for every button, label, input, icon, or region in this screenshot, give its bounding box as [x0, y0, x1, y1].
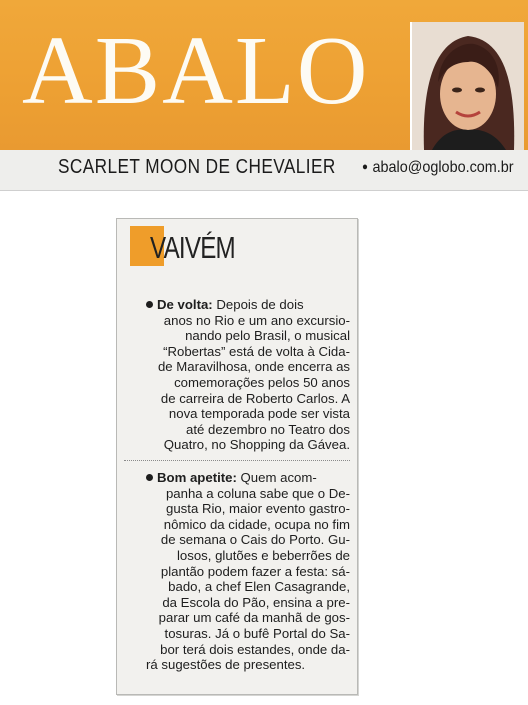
section-title-rest: AIVÉM: [163, 230, 235, 265]
author-email[interactable]: [362, 159, 514, 177]
bullet-icon: [146, 474, 153, 481]
item-line: tosuras. Já o bufê Portal do Sa-: [164, 625, 350, 641]
item-line: plantão podem fazer a festa: sá-: [160, 563, 350, 579]
item-line: até dezembro no Teatro dos: [186, 421, 350, 437]
item-lead: Bom apetite:: [157, 470, 237, 485]
author-email-text: abalo@oglobo.com.br: [372, 159, 514, 176]
author-portrait-icon: [412, 22, 524, 150]
section-title: [150, 230, 235, 266]
news-item: [146, 297, 350, 453]
item-first-line: [146, 470, 350, 486]
section-title-initial: V: [150, 230, 164, 265]
item-line: nando pelo Brasil, o musical: [185, 328, 350, 344]
item-line: rá sugestões de presentes.: [146, 657, 306, 673]
item-line: “Robertas” está de volta à Cida-: [163, 343, 350, 359]
news-item: [146, 470, 350, 673]
item-line: nova temporada pode ser vista: [168, 406, 350, 422]
item-line: bado, a chef Elen Casagrande,: [168, 579, 350, 595]
item-line: bor terá dois estandes, onde da-: [160, 641, 350, 657]
item-line: de carreira de Roberto Carlos. A: [160, 390, 350, 406]
bullet-icon: [146, 301, 153, 308]
item-first-line: [146, 297, 350, 313]
item-lead: De volta:: [157, 297, 213, 312]
item-line: nômico da cidade, ocupa no fim: [163, 516, 350, 532]
item-line: Quem acom-: [240, 470, 317, 485]
section-header: [130, 224, 240, 270]
item-line: da Escola do Pão, ensina a pre-: [162, 594, 350, 610]
item-line: gusta Rio, maior evento gastro-: [166, 501, 350, 517]
item-line: de semana o Cais do Porto. Gu-: [160, 532, 350, 548]
column-title: ABALO: [22, 17, 370, 125]
item-line: losos, glutões e beberrões de: [176, 547, 350, 563]
item-line: Quatro, no Shopping da Gávea.: [163, 437, 350, 453]
item-line: anos no Rio e um ano excursio-: [163, 312, 350, 328]
item-line: Depois de dois: [216, 297, 304, 312]
author-name: SCARLET MOON DE CHEVALIER: [58, 156, 336, 178]
bullet-icon: ●: [362, 161, 368, 173]
item-line: panha a coluna sabe que o De-: [165, 485, 350, 501]
author-photo: [410, 22, 524, 150]
item-line: comemorações pelos 50 anos: [174, 374, 350, 390]
item-line: de Maravilhosa, onde encerra as: [157, 359, 350, 375]
item-divider: [124, 460, 350, 461]
item-line: parar um café da manhã de gos-: [158, 610, 350, 626]
